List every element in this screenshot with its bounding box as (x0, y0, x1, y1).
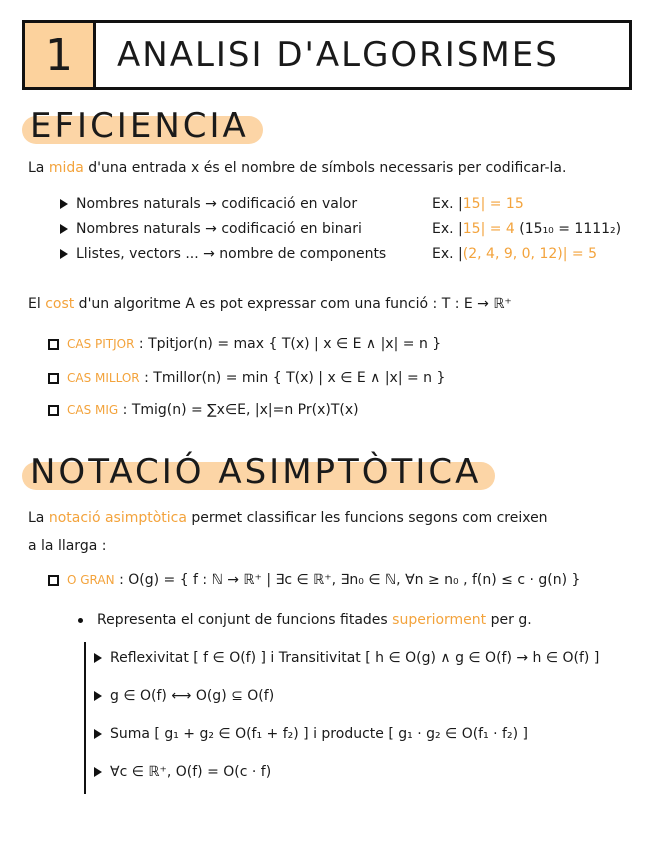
bullet-3: Llistes, vectors ... → nombre de components (60, 246, 386, 262)
property-4: ∀c ∈ ℝ⁺, O(f) = O(c · f) (94, 764, 271, 780)
intro-mida: La mida d'una entrada x és el nombre de símbols necessaris per codificar-la. (28, 160, 567, 176)
page-title: ANALISI D'ALGORISMES (117, 35, 559, 75)
checkbox-icon (48, 405, 59, 416)
section-eficiencia: EFICIENCIA (30, 106, 249, 146)
example-2: Ex. |15| = 4 (15₁₀ = 1111₂) (432, 221, 622, 237)
property-2: g ∈ O(f) ⟷ O(g) ⊆ O(f) (94, 688, 274, 704)
case-pitjor: CAS PITJOR : Tpitjor(n) = max { T(x) | x ∈ E ∧ |x| = n } (48, 336, 441, 352)
chapter-number: 1 (25, 23, 96, 87)
case-millor: CAS MILLOR : Tmillor(n) = min { T(x) | x ∈ E ∧ |x| = n } (48, 370, 445, 386)
property-1: Reflexivitat [ f ∈ O(f) ] i Transitivitat [ h ∈ O(g) ∧ g ∈ O(f) → h ∈ O(f) ] (94, 650, 599, 666)
checkbox-icon (48, 373, 59, 384)
vertical-rule (84, 642, 86, 794)
example-3: Ex. |(2, 4, 9, 0, 12)| = 5 (432, 246, 597, 262)
cost-definition: El cost d'un algoritme A es pot expressar com una funció : T : E → ℝ⁺ (28, 296, 512, 312)
case-mig: CAS MIG : Tmig(n) = ∑x∈E, |x|=n Pr(x)T(x) (48, 402, 359, 418)
bullet-1: Nombres naturals → codificació en valor (60, 196, 357, 212)
title-box (22, 20, 632, 90)
example-1: Ex. |15| = 15 (432, 196, 524, 212)
bullet-dot-icon (78, 618, 83, 623)
notacio-intro: La notació asimptòtica permet classificar les funcions segons com creixen (28, 510, 548, 526)
bullet-2: Nombres naturals → codificació en binari (60, 221, 362, 237)
section-notacio: NOTACIÓ ASIMPTÒTICA (30, 452, 481, 492)
o-gran-definition: O GRAN : O(g) = { f : ℕ → ℝ⁺ | ∃c ∈ ℝ⁺, ∃n₀ ∈ ℕ, ∀n ≥ n₀ , f(n) ≤ c · g(n) } (48, 572, 580, 588)
property-3: Suma [ g₁ + g₂ ∈ O(f₁ + f₂) ] i producte [ g₁ · g₂ ∈ O(f₁ · f₂) ] (94, 726, 528, 742)
checkbox-icon (48, 575, 59, 586)
checkbox-icon (48, 339, 59, 350)
representa-line: Representa el conjunt de funcions fitades superiorment per g. (78, 612, 532, 628)
notacio-intro-line2: a la llarga : (28, 538, 107, 554)
